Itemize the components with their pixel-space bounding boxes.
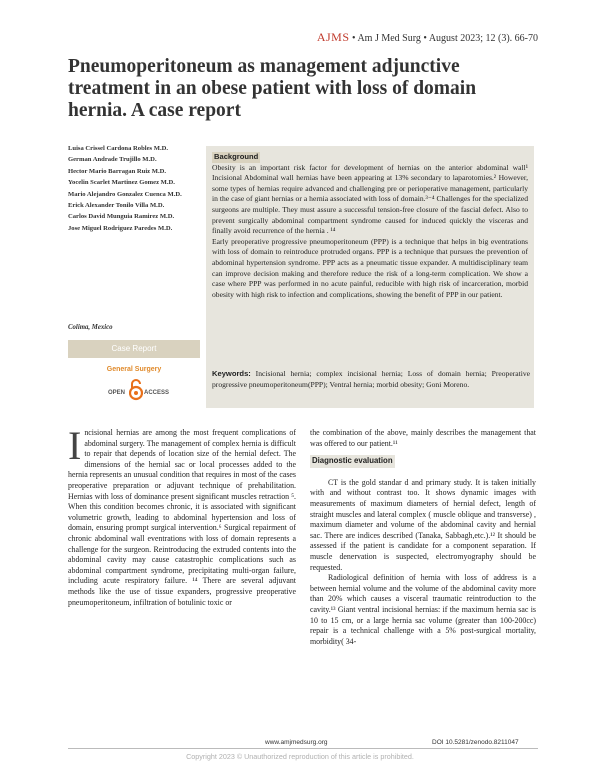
body-column-left bbox=[68, 423, 296, 608]
author: Hector Mario Barragan Ruiz M.D. bbox=[68, 167, 167, 175]
abstract-paragraph: Obesity is an important risk factor for development of hernias on the anterior abdominal wall¹ Incisional Abdominal wall hernias have been appearing at 13% secondary to laparotomies.² However, some types of hernias require advanced and challenging pre or perioperative management, particularly in the case of giant hernias or a hernia associated with loss of domain.³⁻⁴ Challenges for the specialized surgeons are multiple. They must assure a successful tension-free closure of the fascial defect. Also to prevent surgically abdominal compartment syndrome caused for induced quickly the visceras and finally avoid recurrence of the hernia . ¹⁴ bbox=[212, 162, 528, 236]
open-access-lock-icon bbox=[129, 379, 143, 401]
journal-citation: • Am J Med Surg • August 2023; 12 (3). 66-70 bbox=[349, 33, 538, 44]
footer-doi: DOI 10.5281/zenodo.8211047 bbox=[432, 739, 519, 746]
keywords-text: Incisional hernia; complex incisional hernia; Loss of domain hernia; Preoperative progressive pneumoperitoneum(PPP); Ventral hernia; morbid obesity; Goni Moreno. bbox=[212, 369, 530, 389]
article-title: Pneumoperitoneum as management adjunctive treatment in an obese patient with loss of domain hernia. A case report bbox=[68, 56, 477, 121]
keywords-label: Keywords: bbox=[212, 369, 251, 378]
drop-cap: I bbox=[68, 423, 82, 468]
open-access-open-text: OPEN bbox=[108, 390, 126, 396]
footer-divider bbox=[68, 748, 538, 749]
body-paragraph: CT is the gold standar d and primary study. It is taken initially with and without contrast too. It shows dynamic images with measurements of maximum diameters of hernial defect, length of straight muscles and lateral complex ( muscle oblique and transverse) , maximum diameter and volume of the abdominal cavity and hernial sac. There are indices described (Tanaka, Sabbagh,etc.).¹² It should be assessed if the patient is candidate for a component separation. If muscle denervation is suspected, electromyography should be requested. bbox=[310, 477, 536, 572]
open-access-logo bbox=[108, 378, 168, 408]
author: Jose Miguel Rodriguez Paredes M.D. bbox=[68, 224, 173, 232]
author: Carlos David Munguia Ramirez M.D. bbox=[68, 213, 175, 221]
author: Luisa Crissel Cardona Robles M.D. bbox=[68, 145, 169, 152]
article-category: General Surgery bbox=[106, 366, 162, 373]
open-access-access-text: ACCESS bbox=[144, 390, 170, 396]
author: Mario Alejandro Gonzalez Cuenca M.D. bbox=[68, 190, 182, 198]
journal-brand: AJMS bbox=[316, 30, 350, 44]
body-paragraph: ncisional hernias are among the most frequent complications of abdominal surgery. The management of complex hernia is difficult to repair that depends of location size of the hernial defect. The dimensions of the hernial sac or local processes added to the hernia represents an unusual condition that requires in most of the cases preoperative preparation or adjuvant technique of prehabilitation. Hernias with loss of dominance present significant muscles retraction ⁵. When this condition becomes chronic, it is associated with significant volumetric growth, leading to abdominal hypertension and loss of domain, ensuring prompt surgical intervention.⁶ Surgical repairment of chronic abdominal wall eventrations with loss of domain represents a challenge for the surgeon. Reintroducing the extruded contents into the abdominal cavity may cause catastrophic complications such as abdominal compartment syndrome, precipitating multi-organ failure, including acute respiratory failure. ¹⁴ There are several adjuvant methods like the use of tissue expanders, progressive preoperative pneumoperitoneum, infiltration of botulinic toxic or bbox=[68, 428, 296, 607]
keywords bbox=[212, 369, 530, 390]
section-heading: Diagnostic evaluation bbox=[310, 455, 395, 468]
author: German Andrade Trujillo M.D. bbox=[68, 156, 157, 164]
author-location: Colima, Mexico bbox=[68, 324, 113, 331]
footer-website[interactable]: www.amjmedsurg.org bbox=[265, 739, 328, 746]
author: Erick Alexander Tonilo Villa M.D. bbox=[68, 202, 165, 210]
author-list bbox=[68, 143, 208, 234]
author: Yocelin Scarlet Martinez Gomez M.D. bbox=[68, 179, 175, 187]
body-column-right bbox=[310, 428, 536, 647]
journal-header bbox=[317, 30, 538, 45]
abstract-heading: Background bbox=[214, 152, 259, 161]
article-type-badge: Case Report bbox=[68, 340, 200, 358]
abstract-paragraph: Early preoperative progressive pneumoperitoneum (PPP) is a technique that helps in big eventrations with loss of domain to reintroduce protruded organs. PPP is a technique that pursues the prevention of abdominal hypertension syndrome. PPP acts as a pneumatic tissue expander. A multidisciplinary team can improve decision making and therefore reduce the risk of a long-term complication. We show a case where PPP was performed in no acute painful, reducible with high risk of incarceration, morbid obesity with high risk to infection and complications, showing the benefit of PPP in our patient. bbox=[212, 236, 528, 299]
body-paragraph: Radiological definition of hernia with loss of address is a between hernial volume and the volume of the abdominal cavity more than 20% which causes a visceral traumatic reintroduction to the cavity.¹³ Giant ventral incisional hernias: if the maximum hernia sac is 10 to 15 cm, or a large hernia sac volume (greater than 100-200cc) repair is a technical challenge with a 5% post-surgical mortality, morbidity( 34- bbox=[310, 573, 536, 646]
copyright-notice: Copyright 2023 © Unauthorized reproduction of this article is prohibited. bbox=[186, 752, 414, 761]
body-paragraph: the combination of the above, mainly describes the management that was offered to our patient.¹¹ bbox=[310, 428, 536, 448]
